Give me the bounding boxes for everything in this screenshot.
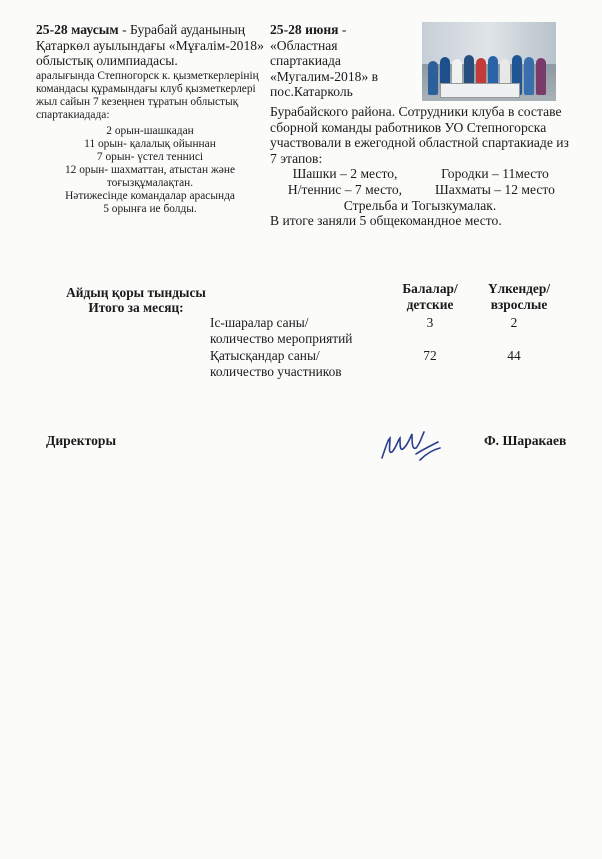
russian-body: Бурабайского района. Сотрудники клуба в составе сборной команды работников УО Степногорска участвовали в ежегодной областной спартакиаде из 7 этапов: bbox=[270, 104, 569, 166]
kazakh-result-item: 5 орынға ие болды. bbox=[103, 202, 197, 215]
row-label-ru: количество мероприятий bbox=[210, 330, 353, 346]
events-children-value: 3 bbox=[426, 315, 434, 330]
row-label-kz: Қатысқандар саны/ bbox=[210, 348, 320, 363]
russian-results-row bbox=[270, 166, 570, 182]
summary-title-kz: Айдың қоры тындысы bbox=[66, 285, 206, 300]
signature-icon bbox=[376, 424, 448, 468]
column-header-adults-kz: Үлкендер/ bbox=[487, 281, 551, 296]
summary-title bbox=[36, 285, 236, 315]
events-adults-value: 2 bbox=[510, 315, 518, 330]
row-label-events bbox=[210, 315, 370, 346]
column-header-children-kz: Балалар/ bbox=[402, 281, 458, 296]
kazakh-result-item: 12 орын- шахматтан, атыстан және тоғызқұмалақтан. bbox=[64, 163, 235, 189]
russian-final: В итоге заняли 5 общекомандное место. bbox=[270, 213, 502, 229]
russian-heading-line: спартакиада bbox=[270, 53, 341, 68]
russian-date: 25-28 июня bbox=[270, 22, 339, 37]
russian-top bbox=[270, 22, 570, 104]
column-header-adults bbox=[478, 281, 560, 312]
team-photo bbox=[422, 22, 556, 101]
director-name: Ф. Шаракаев bbox=[484, 433, 567, 448]
kazakh-date: 25-28 маусым bbox=[36, 22, 119, 37]
russian-result-extra: Стрельба и Тогызкумалак. bbox=[343, 197, 497, 213]
row-label-ru: количество участников bbox=[210, 363, 342, 379]
row-label-kz: Іс-шаралар саны/ bbox=[210, 315, 309, 330]
russian-heading-line: «Мугалим-2018» в bbox=[270, 68, 379, 84]
russian-result: Шахматы – 12 место bbox=[435, 181, 555, 197]
kazakh-result-item: 7 орын- үстел теннисі bbox=[96, 150, 204, 163]
russian-heading-line: пос.Катарколь bbox=[270, 84, 353, 99]
kazakh-column bbox=[36, 22, 264, 216]
russian-result: Городки – 11место bbox=[441, 166, 549, 182]
russian-result: Н/теннис – 7 место, bbox=[287, 181, 403, 197]
column-header-children-ru: детские bbox=[406, 296, 454, 312]
photo-banner bbox=[440, 83, 520, 98]
row-label-participants bbox=[210, 348, 370, 379]
kazakh-result-item: Нәтижесінде командалар арасында bbox=[65, 189, 235, 202]
russian-result: Шашки – 2 место, bbox=[292, 166, 398, 182]
russian-date-suffix: - bbox=[338, 22, 347, 37]
kazakh-heading-text: - Бурабай ауданының Қатаркөл ауылындағы «Мұғалім-2018» облыстық олимпиадасы. bbox=[36, 22, 264, 68]
kazakh-heading bbox=[36, 22, 264, 69]
russian-column bbox=[270, 22, 570, 229]
kazakh-result-item: 11 орын- қалалық ойыннан bbox=[84, 137, 216, 150]
director-label: Директоры bbox=[46, 433, 117, 448]
kazakh-intro: аралығында Степногорск к. қызметкерлерінің командасы құрамындағы клуб қызметкерлері жыл сайын 7 кезеңнен тұратын облыстық спартакиадада: bbox=[36, 69, 259, 121]
column-header-adults-ru: взрослые bbox=[490, 296, 548, 312]
russian-results-row bbox=[270, 182, 570, 198]
participants-children-value: 72 bbox=[423, 348, 437, 363]
russian-heading-line: «Областная bbox=[270, 37, 338, 53]
participants-adults-value: 44 bbox=[507, 348, 521, 363]
kazakh-results bbox=[36, 125, 264, 216]
kazakh-result-item: 2 орын-шашкадан bbox=[106, 124, 194, 137]
russian-heading bbox=[270, 22, 410, 100]
column-header-children bbox=[392, 281, 468, 312]
summary-title-ru: Итого за месяц: bbox=[88, 300, 184, 315]
